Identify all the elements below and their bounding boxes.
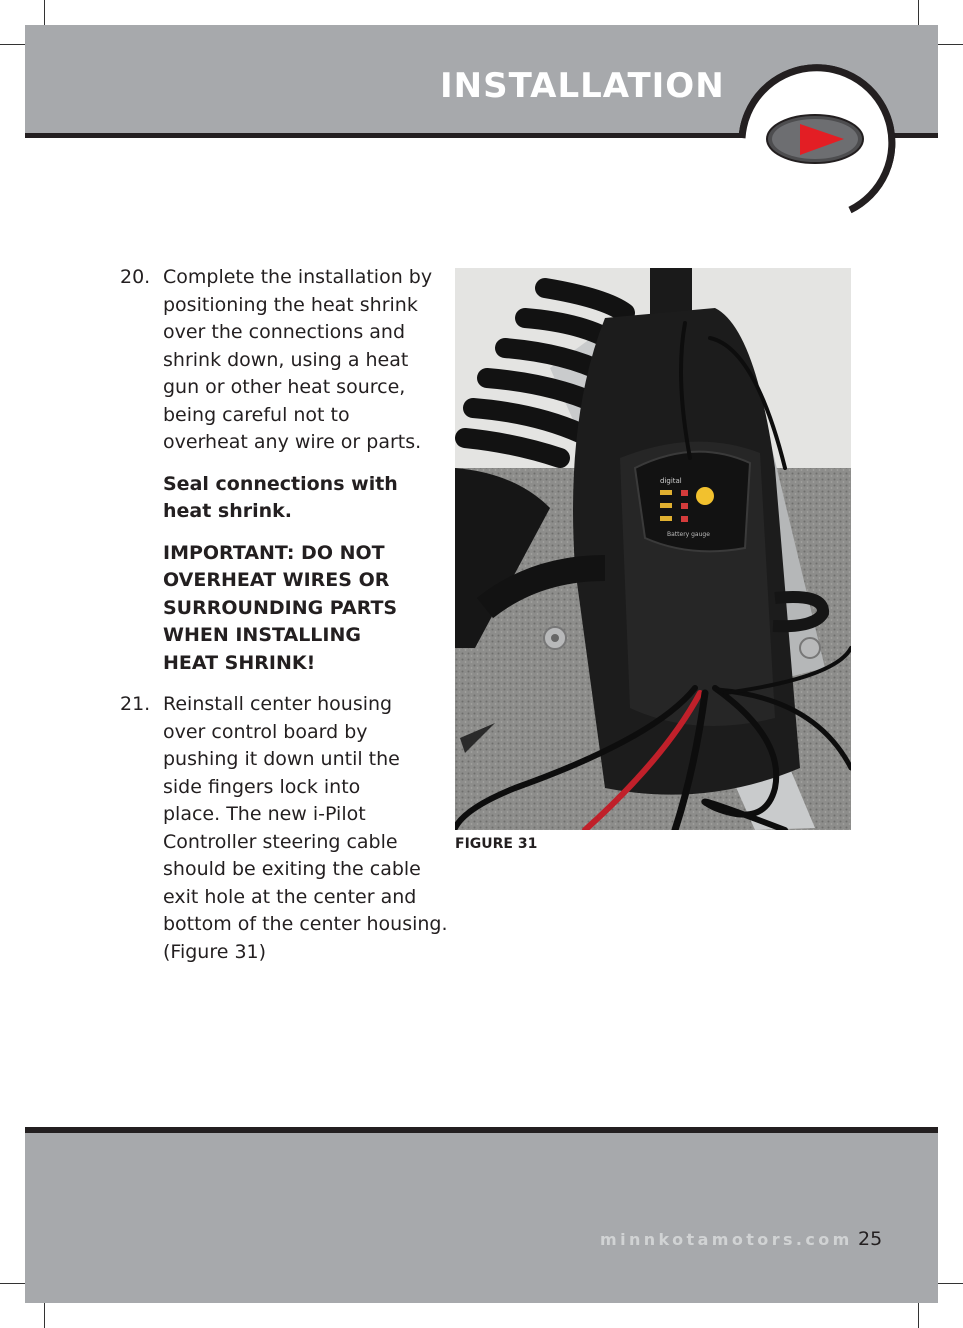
step-line: Reinstall center housing bbox=[163, 693, 393, 715]
seal-note bbox=[163, 471, 450, 526]
important-warning bbox=[163, 540, 450, 678]
footer-band bbox=[25, 1127, 938, 1303]
step-number: 20. bbox=[120, 266, 151, 288]
step-number: 21. bbox=[120, 693, 151, 715]
instructions bbox=[120, 264, 450, 966]
step-line: pushing it down until the bbox=[163, 748, 400, 770]
step-20 bbox=[120, 264, 450, 457]
page-number: 25 bbox=[858, 1228, 883, 1250]
warning-line: HEAT SHRINK! bbox=[163, 651, 316, 674]
footer-rule bbox=[25, 1127, 938, 1133]
step-line: Complete the installation by bbox=[163, 266, 433, 288]
footer-url: minnkotamotors.com bbox=[600, 1230, 853, 1249]
step-line: over the connections and bbox=[163, 321, 405, 343]
gauge-brand-text: digital bbox=[660, 477, 682, 485]
warning-line: OVERHEAT WIRES OR bbox=[163, 569, 390, 591]
header-rule bbox=[25, 133, 745, 138]
gauge-label-text: Battery gauge bbox=[667, 531, 710, 538]
figure-caption: FIGURE 31 bbox=[455, 836, 538, 852]
warning-line: IMPORTANT: DO NOT bbox=[163, 541, 385, 564]
step-line: (Figure 31) bbox=[163, 940, 267, 963]
figure-31-photo bbox=[455, 268, 851, 830]
warning-line: WHEN INSTALLING bbox=[163, 624, 361, 646]
step-text bbox=[163, 264, 450, 457]
step-line: gun or other heat source, bbox=[163, 376, 406, 398]
step-text bbox=[163, 691, 450, 966]
next-arrow-badge-icon bbox=[730, 62, 900, 222]
step-line: positioning the heat shrink bbox=[163, 293, 418, 316]
step-line: should be exiting the cable bbox=[163, 858, 421, 880]
warning-line: SURROUNDING PARTS bbox=[163, 596, 398, 619]
step-line: shrink down, using a heat bbox=[163, 348, 409, 371]
step-line: Controller steering cable bbox=[163, 830, 398, 853]
step-line: over control board by bbox=[163, 720, 368, 743]
step-line: overheat any wire or parts. bbox=[163, 431, 422, 453]
step-line: place. The new i-Pilot bbox=[163, 803, 366, 825]
step-line: being careful not to bbox=[163, 403, 350, 426]
step-line: side fingers lock into bbox=[163, 775, 361, 798]
step-line: exit hole at the center and bbox=[163, 885, 417, 908]
step-21 bbox=[120, 691, 450, 966]
note-line: heat shrink. bbox=[163, 500, 293, 522]
step-line: bottom of the center housing. bbox=[163, 913, 448, 935]
section-title: INSTALLATION bbox=[440, 66, 725, 106]
note-line: Seal connections with bbox=[163, 472, 398, 495]
